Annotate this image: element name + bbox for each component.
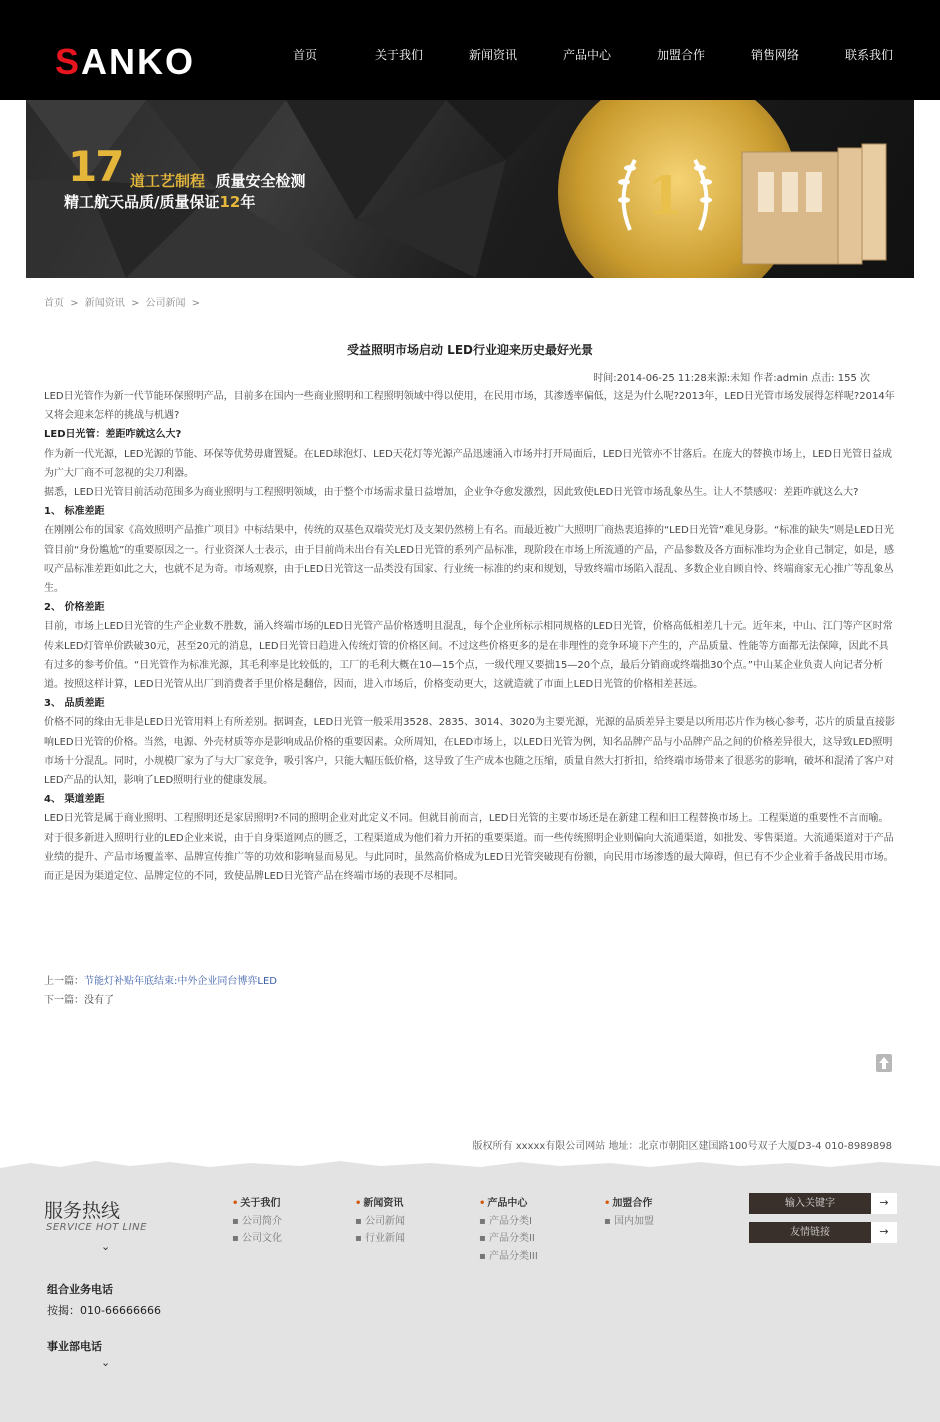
footer-col-title-text: 产品中心: [487, 1198, 528, 1209]
article-title: 受益照明市场启动 LED行业迎来历史最好光景: [347, 343, 593, 357]
article-paragraph: LED日光管是属于商业照明、工程照明还是家居照明?不同的照明企业对此定义不同。但就目前而言，LED日光管的主要市场还是在新建工程和旧工程替换市场上。工程渠道的重要性不言而喻。对于很多新进入照明行业的LED企业来说，由于自身渠道网点的匮乏，工程渠道成为他们着力开拓的重要渠道。而一些传统照明企业则偏向大流通渠道，如批发、零售渠道。大流通渠道对于产品业绩的提升、产品市场覆盖率、品牌宣传推广等的功效和影响显而易见。与此同时，虽然高价格成为LED日光管突破现有份额，向民用市场渗透的最大障碍，但已有不少企业着手备战民用市场。而正是因为渠道定位、品牌定位的不同，致使品牌LED日光管产品在终端市场的表现不尽相同。: [44, 813, 894, 883]
footer-col-products: [479, 1195, 538, 1265]
article-subheading: LED日光管：差距咋就这么大?: [44, 429, 182, 441]
article-subheading: 3、 品质差距: [44, 698, 105, 710]
arrow-up-icon: [876, 1054, 892, 1072]
footer-link[interactable]: ▪ 公司新闻: [355, 1215, 405, 1227]
friend-links-box: [749, 1222, 897, 1243]
bullet-icon: •: [479, 1198, 486, 1209]
footer-link[interactable]: ▪ 公司简介: [232, 1215, 282, 1227]
crumb-home[interactable]: 首页: [44, 298, 64, 309]
copyright: 版权所有 xxxxx有限公司网站 地址：北京市朝阳区建国路100号双子大厦D3-4 010-8989898: [472, 1141, 892, 1152]
article-subheading: 2、 价格差距: [44, 602, 105, 614]
article-body: [44, 387, 896, 886]
footer-col-title-text: 新闻资讯: [363, 1198, 404, 1209]
site-header: [0, 0, 940, 100]
chevron-down-icon[interactable]: ⌄: [101, 1356, 111, 1369]
crumb-news[interactable]: 新闻资讯: [84, 298, 125, 309]
laurel-icon: [610, 140, 720, 250]
prev-label: 上一篇：: [44, 976, 84, 987]
footer-link-text: 产品分类I: [488, 1215, 532, 1227]
prev-article-link[interactable]: 节能灯补贴年底结束:中外企业同台博弈LED: [84, 976, 277, 987]
article-paragraph: 作为新一代光源，LED光源的节能、环保等优势毋庸置疑。在LED球泡灯、LED天花灯等光源产品迅速涌入市场并打开局面后，LED日光管亦不甘落后。在庞大的替换市场上，LED日光管日益成为广大厂商不可忽视的尖刀利器。: [44, 448, 892, 479]
footer-link-text: 行业新闻: [364, 1233, 405, 1244]
footer-col-title[interactable]: [232, 1195, 282, 1213]
nav-news[interactable]: 新闻资讯: [468, 48, 517, 62]
search-box: [749, 1193, 897, 1214]
footer-col-about: [232, 1195, 282, 1248]
crumb-sep: >: [191, 298, 201, 309]
logo-text: ANKO: [81, 41, 196, 82]
back-to-top-button[interactable]: [876, 1054, 892, 1072]
breadcrumb: [44, 294, 203, 309]
footer-link[interactable]: ▪ 产品分类II: [479, 1233, 535, 1244]
hotline-subtitle: SERVICE HOT LINE: [46, 1222, 147, 1233]
next-label: 下一篇：: [44, 995, 84, 1006]
site-footer: [0, 1168, 940, 1422]
article-subheading: 4、 渠道差距: [44, 794, 105, 806]
footer-col-news: [355, 1195, 405, 1248]
banner-line2: [64, 191, 255, 212]
banner-line2-a: 精工航天品质/质量保证: [64, 193, 220, 211]
crumb-sep: >: [130, 298, 140, 309]
nav-products[interactable]: 产品中心: [562, 48, 611, 62]
search-submit-button[interactable]: →: [871, 1193, 897, 1214]
banner-line2-b: 12: [219, 193, 241, 211]
banner-line1-a: 道工艺制程: [130, 172, 206, 190]
main-nav: [258, 0, 916, 100]
hero-banner: [26, 100, 914, 278]
footer-link-text: 公司简介: [241, 1215, 282, 1227]
footer-link-text: 产品分类III: [488, 1250, 538, 1262]
next-article-text: 没有了: [84, 995, 114, 1006]
switch-panels-icon: [738, 140, 898, 270]
article-paragraph: 在刚刚公布的国家《高效照明产品推广项目》中标结果中，传统的双基色双端荧光灯及支架仍然榜上有名。而最近被广大照明厂商热衷追捧的“LED日光管”难见身影。“标准的缺失”则是LED日光管目前“身份尴尬”的重要原因之一。行业资深人士表示，由于目前尚未出台有关LED日光管的系列产品标准，现阶段在市场上所流通的产品，产品参数及各方面标准均为企业自己制定，如是，感叹产品标准差距如此之大，也就不足为奇。市场观察，由于LED日光管这一品类没有国家、行业统一标准的约束和规划，导致终端市场陷入混乱、多数企业自顾自怜、终端商家无心推广等乱象丛生。: [44, 525, 894, 595]
search-input[interactable]: 输入关键字: [749, 1193, 871, 1214]
footer-col-title[interactable]: [604, 1195, 654, 1213]
banner-line1-b: 质量安全检测: [215, 172, 306, 190]
crumb-sep: >: [70, 298, 79, 309]
friend-links-select[interactable]: 友情链接: [749, 1222, 871, 1243]
article-subheading: 1、 标准差距: [44, 506, 105, 518]
nav-about[interactable]: 关于我们: [374, 48, 423, 62]
footer-link[interactable]: ▪ 行业新闻: [355, 1233, 405, 1244]
article-paragraph: 据悉，LED日光管目前活动范围多为商业照明与工程照明领域，由于整个市场需求量日益增加，企业争夺愈发激烈，因此致使LED日光管市场乱象丛生。让人不禁感叹：差距咋就这么大?: [44, 487, 859, 499]
footer-link[interactable]: ▪ 公司文化: [232, 1233, 282, 1244]
bullet-icon: •: [355, 1198, 362, 1209]
footer-link[interactable]: ▪ 产品分类I: [479, 1215, 532, 1227]
prev-next-nav: [44, 972, 277, 1010]
badge-number: 1: [646, 166, 684, 227]
footer-link-text: 公司文化: [241, 1233, 282, 1244]
article-paragraph: 价格不同的缘由无非是LED日光管用料上有所差别。据调查，LED日光管一般采用3528、2835、3014、3020为主要光源，光源的品质差异主要是以所用芯片作为核心参考，芯片的质量直接影响LED日光管的价格。当然，电源、外壳材质等亦是影响成品价格的重要因素。众所周知，在LED市场上，以LED日光管为例，知名品牌产品与小品牌产品之间的价格差异很大，这导致LED照明市场十分混乱。同时，小规模厂家为了与大厂家竞争，吸引客户，只能大幅压低价格，这导致了生产成本也随之压缩，质量自然大打折扣，给终端市场带来了很恶劣的影响，破坏和混淆了客户对LED产品的认知，影响了LED照明行业的健康发展。: [44, 717, 895, 787]
footer-link-text: 公司新闻: [364, 1215, 405, 1227]
logo-s: S: [55, 41, 82, 82]
footer-col-title[interactable]: [479, 1195, 538, 1213]
chevron-down-icon[interactable]: ⌄: [101, 1240, 111, 1253]
hotline-title: 服务热线: [44, 1200, 121, 1222]
bullet-icon: •: [604, 1198, 611, 1209]
torn-edge-divider: [0, 1154, 940, 1170]
tel-division-title: 事业部电话: [47, 1340, 102, 1353]
footer-col-title-text: 加盟合作: [612, 1198, 653, 1209]
banner-line2-c: 年: [240, 193, 256, 211]
bullet-icon: •: [232, 1198, 239, 1209]
footer-link[interactable]: ▪ 国内加盟: [604, 1215, 654, 1227]
tel-group-title: 组合业务电话: [47, 1283, 113, 1296]
article-meta: 时间:2014-06-25 11:28来源:未知 作者:admin 点击: 155 次: [593, 373, 870, 384]
tel-group-number: 按揭：010-66666666: [47, 1304, 161, 1317]
footer-link-text: 国内加盟: [613, 1215, 654, 1227]
footer-link-text: 产品分类II: [488, 1233, 535, 1244]
logo[interactable]: [55, 40, 195, 84]
footer-col-join: [604, 1195, 654, 1230]
nav-join[interactable]: 加盟合作: [656, 48, 705, 62]
nav-contact[interactable]: 联系我们: [844, 48, 893, 62]
footer-col-title[interactable]: [355, 1195, 405, 1213]
friend-links-go-button[interactable]: →: [871, 1222, 897, 1243]
crumb-company-news[interactable]: 公司新闻: [145, 298, 186, 309]
nav-home[interactable]: 首页: [292, 48, 317, 62]
article-paragraph: 目前，市场上LED日光管的生产企业数不胜数，涌入终端市场的LED日光管产品价格透明且混乱，每个企业所标示相同规格的LED日光管，价格高低相差几十元。近年来，中山、江门等产区时常传来LED灯管单价跌破30元，甚至20元的消息，LED日光管日趋进入传统灯管的价格区间。不过这些价格更多的是在非理性的竞争环境下产生的，产品质量、性能等方面都无法保障，因此不具有过多的参考价值。“日光管作为标准光源，其毛利率是比较低的，工厂的毛利大概在10—15个点，一级代理又要拙15—20个点，最后分销商或终端拙30个点。”中山某企业负责人向记者分析道。按照这样计算，LED日光管从出厂到消费者手里价格是翻倍，因而，进入市场后，价格变动更大，这就造就了市面上LED日光管的价格相差甚远。: [44, 621, 893, 691]
article-paragraph: LED日光管作为新一代节能环保照明产品，目前多在国内一些商业照明和工程照明领域中得以使用，在民用市场，其渗透率偏低，这是为什么呢?2013年，LED日光管市场发展得怎样呢?2014年又将会迎来怎样的挑战与机遇?: [44, 391, 895, 422]
footer-link[interactable]: ▪ 产品分类III: [479, 1250, 538, 1262]
banner-line1: [130, 170, 305, 191]
nav-sales[interactable]: 销售网络: [750, 48, 799, 62]
banner-number: 17: [68, 142, 123, 191]
footer-col-title-text: 关于我们: [240, 1198, 281, 1209]
